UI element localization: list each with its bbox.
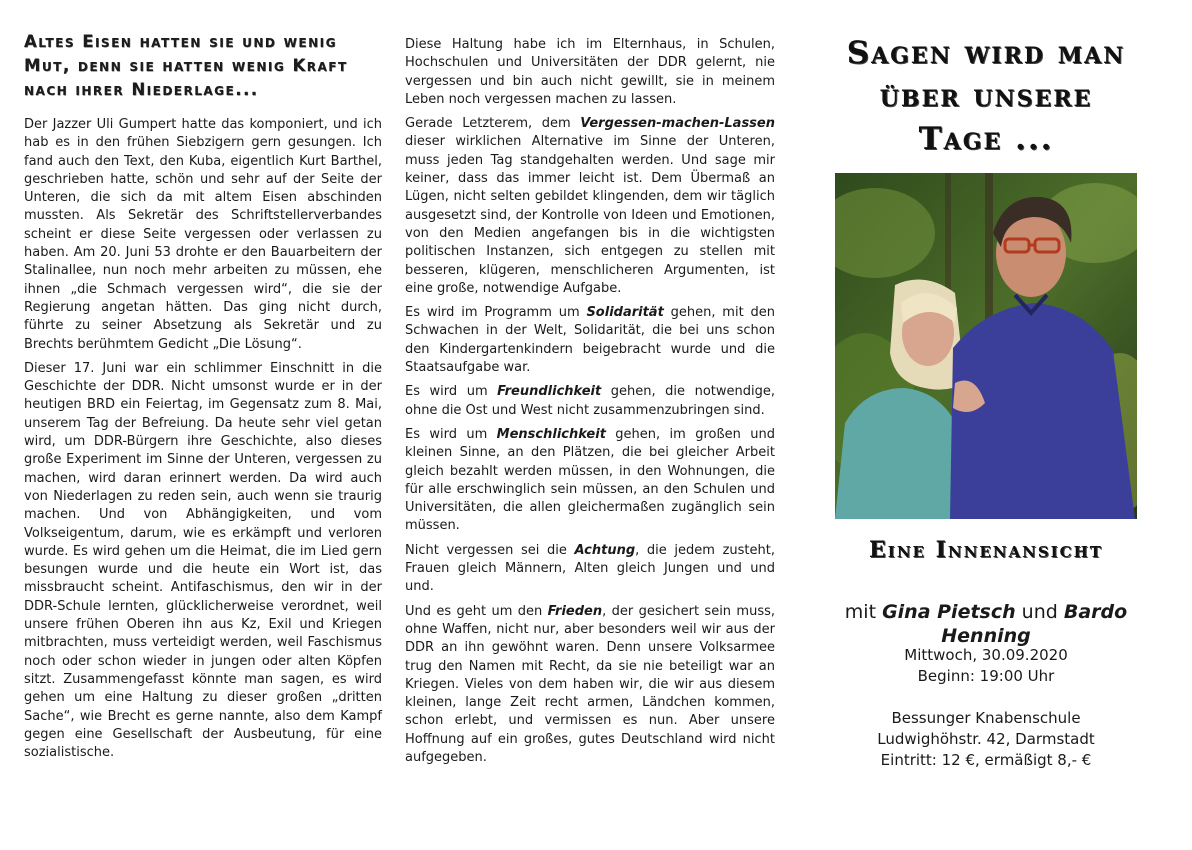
emphasis: Achtung — [574, 542, 636, 558]
event-title — [800, 32, 1172, 161]
event-date: Mittwoch, 30.09.2020 — [904, 646, 1068, 664]
text: Es wird um — [405, 426, 497, 442]
text: gehen, im großen und kleinen Sinne, an den Plätzen, die bei gleicher Arbeit gleich bezahlt werden müssen, in den Wohnungen, die für alle erschwinglich sein müssen, an den Schulen und Universitäten, die allen gleichermaßen zugänglich sein müssen. — [405, 426, 775, 534]
text: gehen, mit den Schwachen in der Welt, Solidarität, die bei uns schon den Kindergartenkindern beigebracht wurde und die Staatsaufgabe war. — [405, 305, 776, 376]
middle-paragraph-3 — [405, 304, 775, 377]
right-column — [800, 0, 1172, 850]
middle-paragraph-7 — [405, 603, 775, 768]
text: , die jedem zusteht, Frauen gleich Männern, Alten gleich Jungen und und und. — [405, 542, 775, 595]
middle-column — [405, 36, 775, 773]
emphasis: Vergessen-machen-Lassen — [580, 116, 775, 132]
event-title-line-1: Sagen wird man — [846, 35, 1126, 71]
middle-paragraph-1: Diese Haltung habe ich im Elternhaus, in Schulen, Hochschulen und Universitäten der DDR gelernt, nie vergessen und bin auch nicht gewillt, sie in meinem Leben noch vergessen machen zu lassen. — [405, 37, 775, 107]
event-address: Ludwighöhstr. 42, Darmstadt — [877, 730, 1095, 748]
emphasis: Frieden — [547, 603, 603, 619]
text: gehen, die notwendige, ohne die Ost und West nicht zusammenzubringen sind. — [405, 384, 776, 418]
performer-name: Gina Pietsch — [882, 601, 1016, 623]
emphasis: Solidarität — [586, 305, 664, 321]
middle-paragraph-2 — [405, 115, 775, 298]
left-column — [24, 0, 382, 768]
text: Es wird im Programm um — [405, 305, 587, 321]
middle-paragraph-5 — [405, 426, 775, 536]
text: dieser wirklichen Alternative im Sinne der Unteren, muss jeden Tag standgehalten werden. Und sage mir keiner, dass das immer leicht ist. Dem Übermaß an Lügen, nicht selten gebildet klingenden, dem wir täglich ausgesetzt sind, der Kontrolle von Ideen und Emotionen, von den Medien angefangen bis in die wichtigsten politischen Instanzen, sich entgegen zu stellen mit besseren, klügeren, menschlicheren Argumenten, ist eine große, notwendige Aufgabe. — [405, 134, 775, 296]
performers-line — [800, 600, 1172, 648]
text: Gerade Letzterem, dem — [405, 116, 581, 132]
emphasis: Menschlichkeit — [496, 426, 606, 442]
event-price: Eintritt: 12 €, ermäßigt 8,- € — [880, 751, 1092, 769]
text: , der gesichert sein muss, ohne Waffen, nicht nur, aber besonders weil wir aus der DDR an ihn gewöhnt waren. Denn unsere Volksarmee trug den Namen mit Recht, da sie nie beteiligt war an Kriegen. Vieles von dem haben wir, die wir aus diesem kleinen, lange Zeit recht armen, Ländchen kommen, schon erlebt, und vermissen es nun. Aber unsere Hoffnung auf ein großes, gutes Deutschland wird nicht aufgegeben. — [405, 603, 775, 765]
left-paragraph-1: Der Jazzer Uli Gumpert hatte das komponiert, und ich hab es in den frühen Siebzigern gern gesungen. Ich fand auch den Text, den Kuba, eigentlich Kurt Barthel, geschrieben hatte, schön und sehr auf der Seite der Unteren, die sich da mit altem Eisen abschinden mussten. Als Sekretär des Schriftstellerverbandes scheint er diese Seite vergessen oder verlassen zu haben. Am 20. Juni 53 drohte er den Bauarbeitern der Stalinallee, nun noch mehr arbeiten zu müssen, ehe ihnen „die Schmach vergessen wird“, die sie der Regierung angetan hätten. Das ging nicht durch, führte zu seiner Absetzung als Sekretär und zu Brechts berühmtem Gedicht „Die Lösung“. — [24, 117, 382, 352]
text: Und es geht um den — [405, 603, 548, 619]
left-paragraph-2: Dieser 17. Juni war ein schlimmer Einschnitt in die Geschichte der DDR. Nicht umsonst wurde er in der heutigen BRD ein Feiertag, im Gegensatz zum 8. Mai, unserem Tag der Befreiung. Da heute sehr viel getan wird, um DDR-Bürgern ihre Geschichte, also dieses große Experiment im Sinne der Unteren, vergessen zu machen, wird daran erinnert werden. Da wird auch von Niederlagen zu reden sein, auch wenn sie traurig machen. Und von Abhängigkeiten, und vom Volkseigentum, darum, wie es erkämpft und verloren wurde. Es wird gehen um die Heimat, die im Lied gern besungen wurde und die heute ein Wort ist, das missbraucht scheint. Antifaschismus, den wir in der DDR-Schule lernten, glücklicherweise verordnet, weil unsere frühen Oberen ihn aus Kz, Exil und Kriegen mitbrachten, muss verteidigt werden, weil Faschismus noch oder schon wieder in jungen oder alten Köpfen sitzt. Zusammengefasst könnte man sagen, es wird gehen um eine Haltung zu dieser großen „dritten Sache“, wie Brecht es gerne nannte, also dem Kampf gegen eine Gesellschaft der Ausbeutung, für eine sozialistische. — [24, 360, 382, 761]
middle-paragraph-6 — [405, 542, 775, 597]
text: Es wird um — [405, 384, 498, 400]
event-title-line-2: über unsere — [879, 78, 1093, 114]
text: Nicht vergessen sei die — [405, 542, 575, 558]
event-subtitle: Eine Innenansicht — [869, 537, 1103, 563]
text: und — [1015, 601, 1064, 623]
event-venue: Bessunger Knabenschule — [891, 709, 1081, 727]
emphasis: Freundlichkeit — [497, 384, 602, 400]
performers-photo — [835, 173, 1137, 519]
left-heading: Altes Eisen hatten sie und wenig Mut, denn sie hatten wenig Kraft nach ihrer Niederlage... — [24, 32, 348, 99]
performer-name: Bardo Henning — [941, 601, 1128, 647]
middle-paragraph-4 — [405, 383, 775, 420]
performers-photo-illustration — [835, 173, 1137, 519]
event-start-time: Beginn: 19:00 Uhr — [917, 667, 1055, 685]
text: mit — [844, 601, 883, 623]
event-title-line-3: Tage ... — [918, 121, 1054, 157]
